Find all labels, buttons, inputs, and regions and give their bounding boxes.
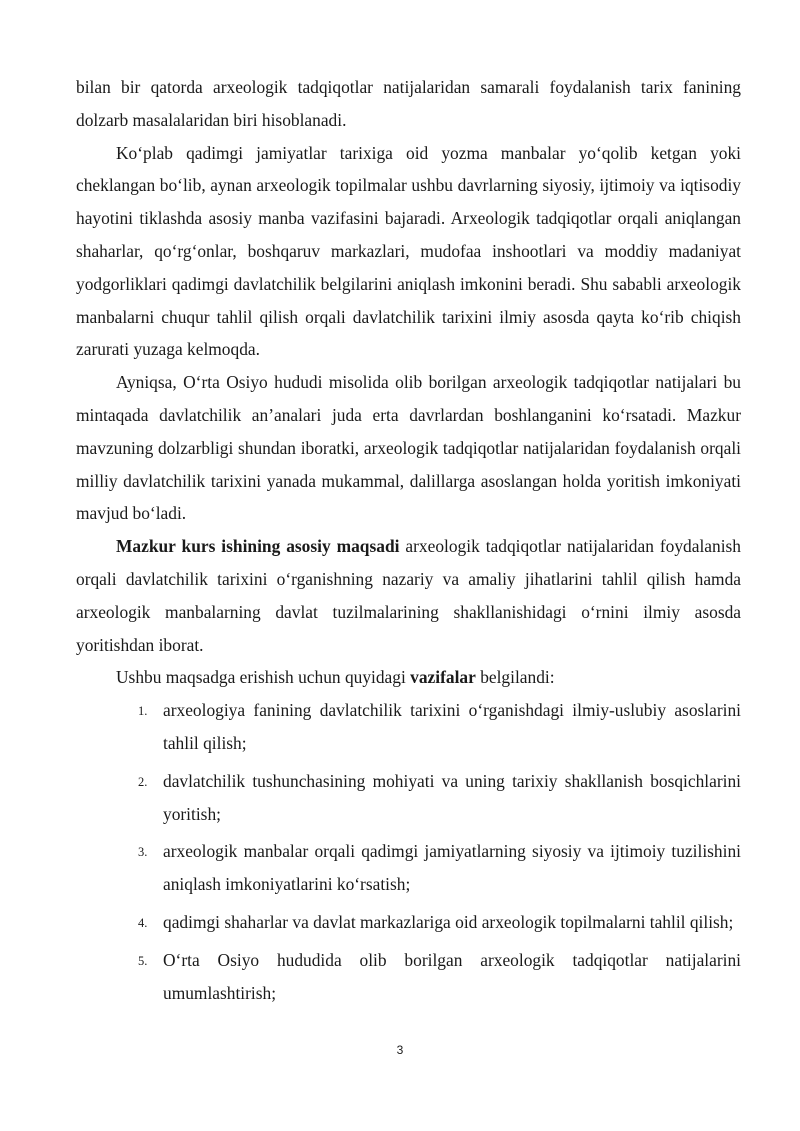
list-item [76,906,741,939]
goal-heading: Mazkur kurs ishining asosiy maqsadi [116,536,400,557]
paragraph-central-asia: Ayniqsa, O‘rta Osiyo hududi misolida olib borilgan arxeologik tadqiqotlar natijalari bu mintaqada davlatchilik an’analari juda erta davrlardan boshlanganini ko‘rsatadi. Mazkur mavzuning dolzarbligi shundan iboratki, arxeologik tadqiqotlar natijalaridan foydalanish orqali milliy davlatchilik tarixini yanada mukammal, dalillarga asoslangan holda yoritish imkoniyati mavjud bo‘ladi. [76,372,741,524]
document-body [76,71,741,1014]
paragraph-tasks-intro [76,661,741,694]
list-item [76,694,741,760]
list-item-text: O‘rta Osiyo hududida olib borilgan arxeologik tadqiqotlar natijalarini umumlashtirish; [163,949,741,1003]
list-item-number: 2. [138,774,148,789]
list-item-text: arxeologiya fanining davlatchilik tarixini o‘rganishdagi ilmiy-uslubiy asoslarini tahlil qilish; [163,700,741,753]
list-item [76,944,741,1010]
list-item-text: davlatchilik tushunchasining mohiyati va uning tarixiy shakllanish bosqichlarini yoritish; [163,770,741,824]
list-item-text: arxeologik manbalar orqali qadimgi jamiyatlarning siyosiy va ijtimoiy tuzilishini aniqlash imkoniyatlarini ko‘rsatish; [163,841,741,895]
tasks-intro-end: belgilandi: [475,667,555,688]
list-item-number: 4. [138,915,148,930]
list-item-number: 1. [138,704,148,719]
tasks-keyword: vazifalar [410,667,476,688]
list-item-text: qadimgi shaharlar va davlat markazlariga oid arxeologik topilmalarni tahlil qilish; [163,911,734,932]
tasks-list [76,694,741,1009]
paragraph-goal [76,530,741,661]
paragraph-sources: Ko‘plab qadimgi jamiyatlar tarixiga oid yozma manbalar yo‘qolib ketgan yoki cheklangan bo‘lib, aynan arxeologik topilmalar ushbu davrlarning siyosiy, ijtimoiy va iqtisodiy hayotini tiklashda asosiy manba vazifasini bajaradi. Arxeologik tadqiqotlar orqali aniqlangan shaharlar, qo‘rg‘onlar, boshqaruv markazlari, mudofaa inshootlari va moddiy madaniyat yodgorliklari qadimgi davlatchilik belgilarini aniqlash imkonini beradi. Shu sababli arxeologik manbalarni chuqur tahlil qilish orqali davlatchilik tarixini ilmiy asosda qayta ko‘rib chiqish zarurati yuzaga kelmoqda. [76,142,741,360]
list-item-number: 3. [138,845,148,860]
goal-text: arxeologik tadqiqotlar natijalaridan foydalanish orqali davlatchilik tarixini o‘rganishning nazariy va amaliy jihatlarini tahlil qilish hamda arxeologik manbalarning davlat tuzilmalarining shakllanishidagi o‘rnini ilmiy asosda yoritishdan iborat. [76,536,741,655]
page-number: 3 [396,1043,404,1057]
paragraph-intro-continuation: bilan bir qatorda arxeologik tadqiqotlar natijalaridan samarali foydalanish tarix fanining dolzarb masalalaridan biri hisoblanadi. [76,77,741,130]
list-item [76,835,741,901]
list-item-number: 5. [138,953,148,968]
list-item [76,765,741,831]
tasks-intro-text: Ushbu maqsadga erishish uchun quyidagi [116,667,411,688]
